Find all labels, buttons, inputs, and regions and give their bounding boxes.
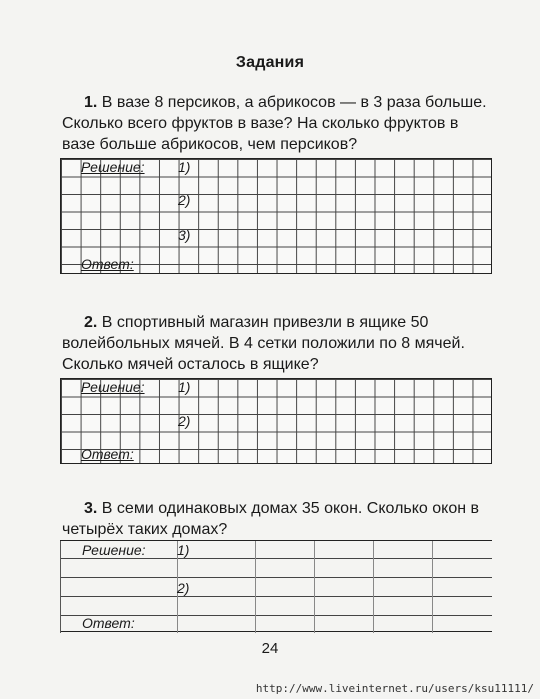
task-1-step-2: 2) (178, 192, 191, 208)
task-3-grid-line (255, 541, 256, 633)
task-1-text: В вазе 8 персиков, а абрикосов — в 3 раза больше. Сколько всего фруктов в вазе? На сколько фруктов в вазе больше абрикосов, чем персиков? (62, 94, 487, 153)
task-2-step-2: 2) (178, 413, 191, 429)
task-3-solution-lines[interactable] (60, 540, 492, 632)
page-title: Задания (235, 54, 305, 71)
task-3-grid-line (314, 541, 315, 633)
task-3-solution-label: Решение: (82, 542, 146, 558)
task-3-step-1: 1) (177, 542, 190, 558)
task-2-number: 2. (84, 314, 98, 331)
task-1-solution-label: Решение: (81, 159, 145, 175)
task-1 (62, 92, 492, 155)
task-3-number: 3. (84, 500, 98, 517)
watermark-url: http://www.liveinternet.ru/users/ksu11111/ (255, 682, 534, 695)
task-3-grid-line (60, 541, 61, 633)
page-number: 24 (261, 640, 279, 657)
task-2-solution-label: Решение: (81, 379, 145, 395)
task-1-step-3: 3) (178, 227, 191, 243)
task-3-step-2: 2) (177, 580, 190, 596)
task-3 (62, 498, 492, 540)
task-3-answer-label: Ответ: (82, 615, 135, 631)
task-2 (62, 312, 492, 375)
task-2-solution-grid[interactable] (60, 378, 492, 464)
task-3-grid-line (373, 541, 374, 633)
task-2-answer-label: Ответ: (81, 446, 134, 462)
task-1-number: 1. (84, 94, 98, 111)
task-1-solution-grid[interactable] (60, 158, 492, 274)
task-3-grid-line (432, 541, 433, 633)
task-3-text: В семи одинаковых домах 35 окон. Сколько окон в четырёх таких домах? (62, 500, 480, 538)
task-2-step-1: 1) (178, 379, 191, 395)
task-2-text: В спортивный магазин привезли в ящике 50 волейбольных мячей. В 4 сетки положили по 8 мячей. Сколько мячей осталось в ящике? (62, 314, 465, 373)
task-1-step-1: 1) (178, 159, 191, 175)
task-1-answer-label: Ответ: (81, 256, 134, 272)
